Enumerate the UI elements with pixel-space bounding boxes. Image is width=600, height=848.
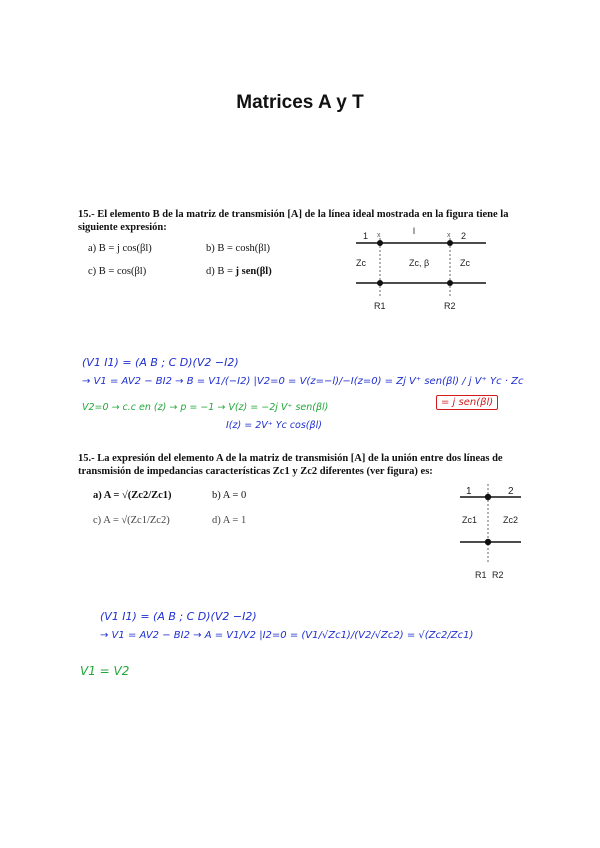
q1-hand-answer: = j sen(βl)	[436, 395, 498, 410]
q1-option-d	[206, 266, 272, 277]
q2-ref-plane-2: R2	[492, 570, 504, 580]
q2-zc1: Zc1	[462, 515, 478, 525]
q1-option-c: c) B = cos(βl)	[88, 266, 147, 277]
q2-hand-derivation: → V1 = AV2 − BI2 → A = V1/V2 |I2=0 = (V1/√Zc1)/(V2/√Zc2) = √(Zc2/Zc1)	[100, 630, 474, 641]
q1-length: l	[413, 226, 415, 236]
page-title: Matrices A y T	[236, 92, 364, 113]
q1-x-left: x	[377, 232, 381, 239]
q2-hand-matrix-eq: (V1 I1) = (A B ; C D)(V2 −I2)	[100, 610, 257, 623]
q2-option-a-text: a) A = √(Zc2/Zc1)	[93, 490, 172, 501]
q2-option-a	[93, 490, 172, 501]
q1-option-a: a) B = j cos(βl)	[88, 243, 152, 254]
question-2-text: 15.- La expresión del elemento A de la matriz de transmisión [A] de la unión entre dos líneas de transmisión de impedancias características Zc1 y Zc2 diferentes (ver figura) es:	[78, 453, 503, 477]
q1-option-b: b) B = cosh(βl)	[206, 243, 271, 254]
q1-line-figure	[352, 228, 492, 318]
q1-option-d-bold: j sen(βl)	[235, 266, 272, 277]
q1-zc-mid: Zc, β	[409, 258, 430, 268]
q1-ref-plane-1: R1	[374, 301, 386, 311]
q1-port-2: 2	[461, 231, 467, 241]
q1-hand-current: I(z) = 2V⁺ Yc cos(βl)	[226, 420, 322, 431]
q1-hand-matrix-eq: (V1 I1) = (A B ; C D)(V2 −I2)	[82, 356, 239, 369]
q2-hand-condition: V1 = V2	[80, 664, 130, 678]
q1-zc-right: Zc	[460, 258, 470, 268]
q2-port-1: 1	[466, 486, 472, 497]
q1-x-right: x	[447, 232, 451, 239]
question-1-text: 15.- El elemento B de la matriz de transmisión [A] de la línea ideal mostrada en la figura tiene la siguiente expresión:	[78, 209, 509, 233]
q1-port-1: 1	[363, 231, 369, 241]
q2-zc2: Zc2	[503, 515, 519, 525]
q2-option-b: b) A = 0	[212, 490, 247, 501]
q2-ref-plane-1: R1	[475, 570, 487, 580]
q2-port-2: 2	[508, 486, 514, 497]
q1-ref-plane-2: R2	[444, 301, 456, 311]
q1-zc-left: Zc	[356, 258, 366, 268]
q2-option-d: d) A = 1	[212, 515, 247, 526]
q1-hand-condition: V2=0 → c.c en (z) → p = −1 → V(z) = −2j V⁺ sen(βl)	[82, 402, 329, 413]
q2-option-c: c) A = √(Zc1/Zc2)	[93, 515, 170, 526]
q1-option-d-prefix: d) B =	[206, 266, 236, 277]
q1-hand-derivation: → V1 = AV2 − BI2 → B = V1/(−I2) |V2=0 = V(z=−l)/−I(z=0) = Zj V⁺ sen(βl) / j V⁺ Yc · Zc	[82, 376, 524, 387]
